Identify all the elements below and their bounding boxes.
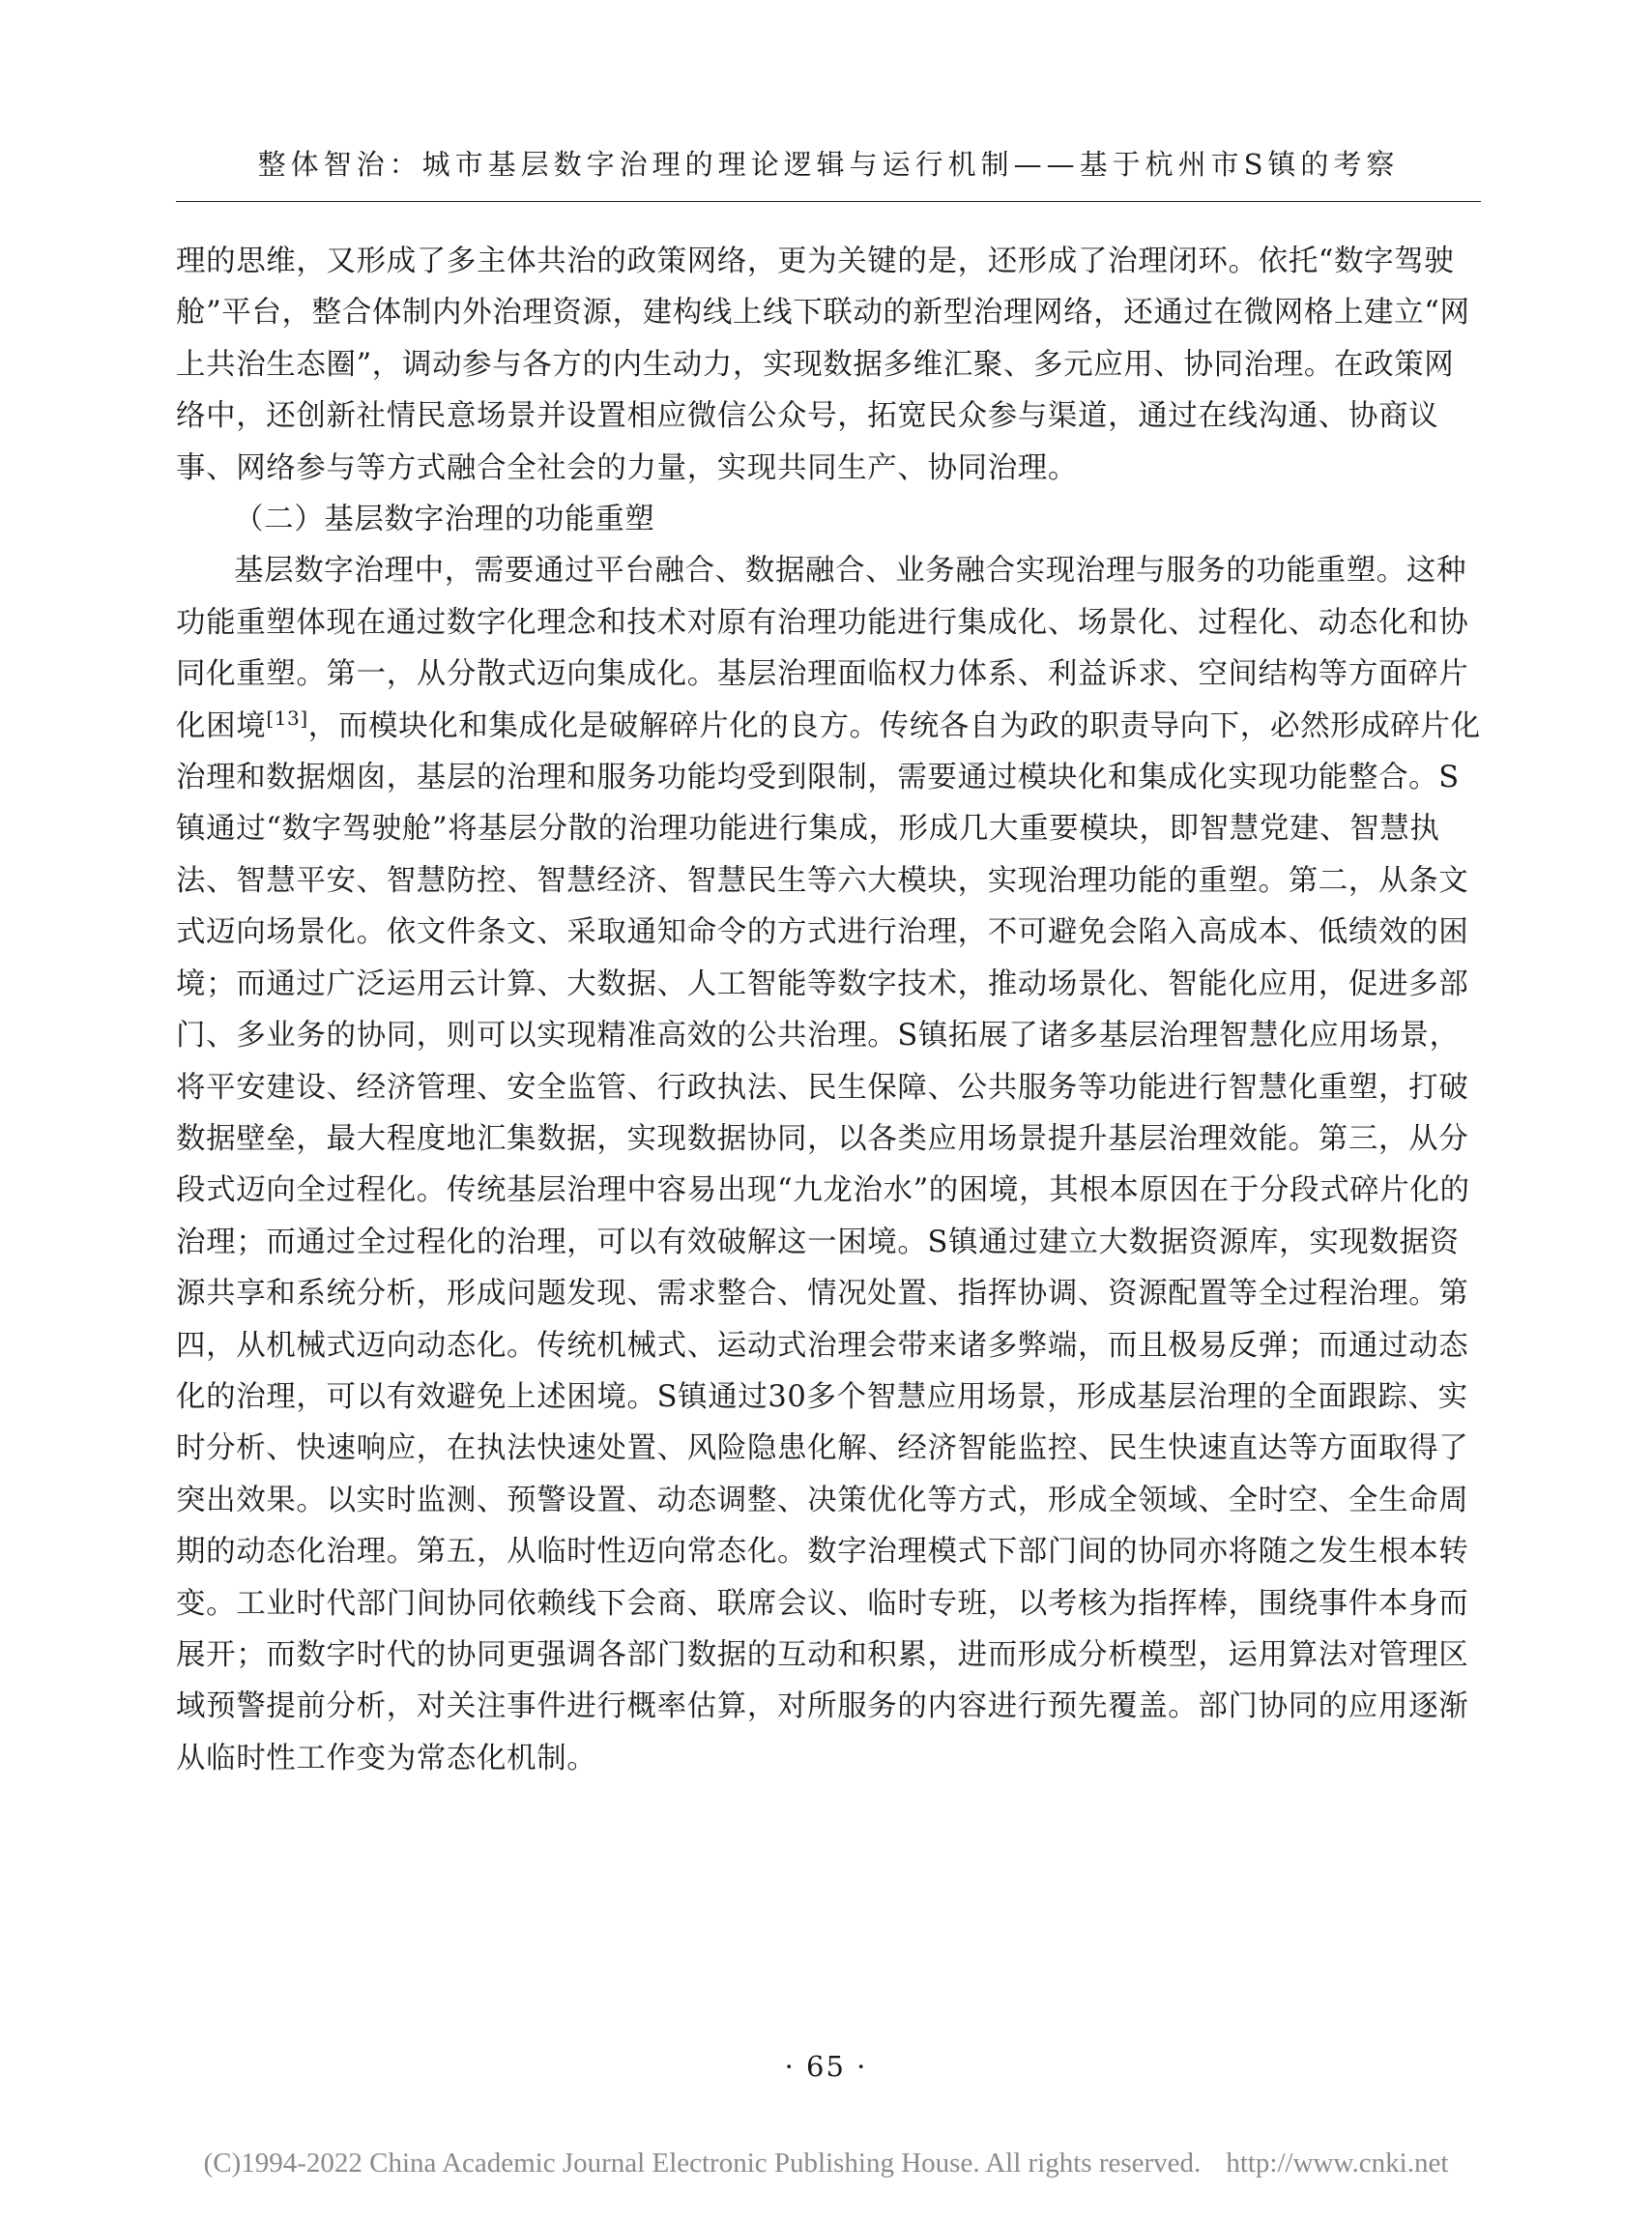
paragraph-text-part-2: ，而模块化和集成化是破解碎片化的良方。传统各自为政的职责导向下，必然形成碎片化治理和数据烟囱，基层的治理和服务功能均受到限制，需要通过模块化和集成化实现功能整合。S镇通过“数字驾驶舱”将基层分散的治理功能进行集成，形成几大重要模块，即智慧党建、智慧执法、智慧平安、智慧防控、智慧经济、智慧民生等六大模块，实现治理功能的重塑。第二，从条文式迈向场景化。依文件条文、采取通知命令的方式进行治理，不可避免会陷入高成本、低绩效的困境；而通过广泛运用云计算、大数据、人工智能等数字技术，推动场景化、智能化应用，促进多部门、多业务的协同，则可以实现精准高效的公共治理。S镇拓展了诸多基层治理智慧化应用场景，将平安建设、经济管理、安全监管、行政执法、民生保障、公共服务等功能进行智慧化重塑，打破数据壁垒，最大程度地汇集数据，实现数据协同，以各类应用场景提升基层治理效能。第三，从分段式迈向全过程化。传统基层治理中容易出现“九龙治水”的困境，其根本原因在于分段式碎片化的治理；而通过全过程化的治理，可以有效破解这一困境。S镇通过建立大数据资源库，实现数据资源共享和系统分析，形成问题发现、需求整合、情况处置、指挥协调、资源配置等全过程治理。第四，从机械式迈向动态化。传统机械式、运动式治理会带来诸多弊端，而且极易反弹；而通过动态化的治理，可以有效避免上述困境。S镇通过30多个智慧应用场景，形成基层治理的全面跟踪、实时分析、快速响应，在执法快速处置、风险隐患化解、经济智能监控、民生快速直达等方面取得了突出效果。以实时监测、预警设置、动态调整、决策优化等方式，形成全领域、全时空、全生命周期的动态化治理。第五，从临时性迈向常态化。数字治理模式下部门间的协同亦将随之发生根本转变。工业时代部门间协同依赖线下会商、联席会议、临时专班，以考核为指挥棒，围绕事件本身而展开；而数字时代的协同更强调各部门数据的互动和积累，进而形成分析模型，运用算法对管理区域预警提前分析，对关注事件进行概率估算，对所服务的内容进行预先覆盖。部门协同的应用逐渐从临时性工作变为常态化机制。 [176, 708, 1481, 1775]
paragraph-function-reshaping [176, 545, 1481, 1784]
copyright-footer [0, 2144, 1652, 2182]
page-number: · 65 · [784, 2050, 868, 2083]
header-divider [176, 201, 1481, 202]
section-heading: （二）基层数字治理的功能重塑 [234, 503, 655, 537]
paragraph-text-part-1: 基层数字治理中，需要通过平台融合、数据融合、业务融合实现治理与服务的功能重塑。这种功能重塑体现在通过数字化理念和技术对原有治理功能进行集成化、场景化、过程化、动态化和协同化重塑。第一，从分散式迈向集成化。基层治理面临权力体系、利益诉求、空间结构等方面碎片化困境 [176, 554, 1469, 743]
running-header-title: 整体智治：城市基层数字治理的理论逻辑与运行机制——基于杭州市S镇的考察 [257, 148, 1400, 181]
cnki-url[interactable]: http://www.cnki.net [1226, 2148, 1449, 2179]
paragraph-continued: 理的思维，又形成了多主体共治的政策网络，更为关键的是，还形成了治理闭环。依托“数字驾驶舱”平台，整合体制内外治理资源，建构线上线下联动的新型治理网络，还通过在微网格上建立“网上共治生态圈”，调动参与各方的内生动力，实现数据多维汇聚、多元应用、协同治理。在政策网络中，还创新社情民意场景并设置相应微信公众号，拓宽民众参与渠道，通过在线沟通、协商议事、网络参与等方式融合全社会的力量，实现共同生产、协同治理。 [176, 245, 1470, 485]
citation-reference[interactable]: [13] [266, 706, 308, 730]
article-body [176, 236, 1481, 1784]
copyright-text: (C)1994-2022 China Academic Journal Electronic Publishing House. All rights reserved. [203, 2148, 1202, 2179]
